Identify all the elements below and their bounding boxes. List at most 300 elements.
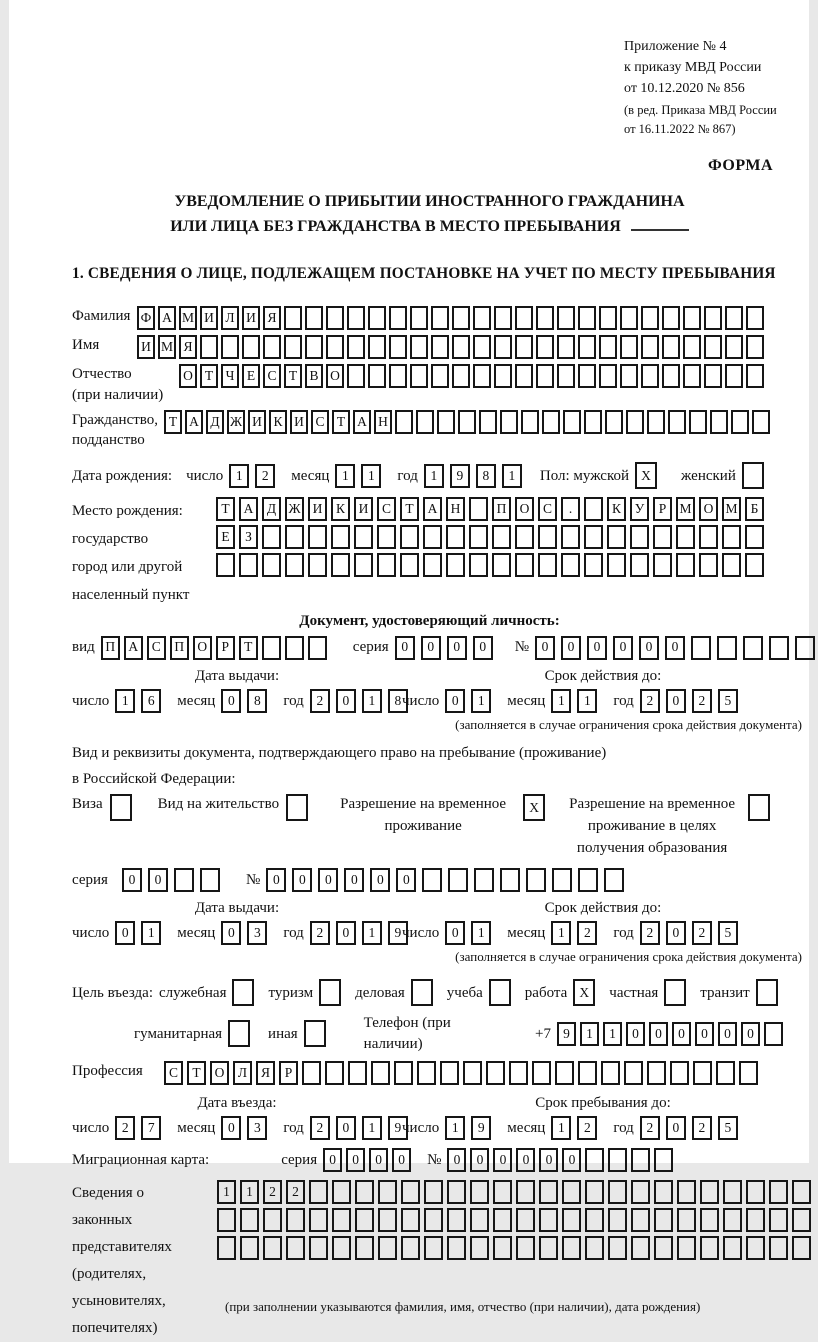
- form-cell[interactable]: [400, 525, 419, 549]
- form-cell[interactable]: Т: [400, 497, 419, 521]
- form-cell[interactable]: [305, 335, 323, 359]
- form-cell[interactable]: [500, 868, 520, 892]
- form-cell[interactable]: [723, 1236, 742, 1260]
- form-cell[interactable]: 0: [470, 1148, 489, 1172]
- form-cell[interactable]: [416, 410, 434, 434]
- form-cell[interactable]: 1: [217, 1180, 236, 1204]
- form-cell[interactable]: [539, 1208, 558, 1232]
- form-cell[interactable]: [447, 1236, 466, 1260]
- form-cell[interactable]: [608, 1148, 627, 1172]
- form-cell[interactable]: [647, 1061, 666, 1085]
- form-cell[interactable]: [745, 553, 764, 577]
- form-cell[interactable]: 0: [344, 868, 364, 892]
- form-cell[interactable]: [493, 1180, 512, 1204]
- form-cell[interactable]: З: [239, 525, 258, 549]
- form-cell[interactable]: Т: [239, 636, 258, 660]
- form-cell[interactable]: [286, 1236, 305, 1260]
- form-cell[interactable]: [371, 1061, 390, 1085]
- form-cell[interactable]: 8: [476, 464, 496, 488]
- form-cell[interactable]: [492, 553, 511, 577]
- form-cell[interactable]: 0: [535, 636, 555, 660]
- form-cell[interactable]: 9: [450, 464, 470, 488]
- form-cell[interactable]: [286, 794, 308, 821]
- form-cell[interactable]: [653, 525, 672, 549]
- form-cell[interactable]: Т: [200, 364, 218, 388]
- form-cell[interactable]: [743, 636, 763, 660]
- form-cell[interactable]: 5: [718, 689, 738, 713]
- form-cell[interactable]: 0: [336, 921, 356, 945]
- form-cell[interactable]: [355, 1236, 374, 1260]
- form-cell[interactable]: [262, 525, 281, 549]
- form-cell[interactable]: [654, 1208, 673, 1232]
- form-cell[interactable]: 0: [323, 1148, 342, 1172]
- form-cell[interactable]: [746, 306, 764, 330]
- form-cell[interactable]: Л: [233, 1061, 252, 1085]
- form-cell[interactable]: 0: [421, 636, 441, 660]
- form-cell[interactable]: [309, 1180, 328, 1204]
- form-cell[interactable]: 3: [247, 1116, 267, 1140]
- form-cell[interactable]: [494, 335, 512, 359]
- form-cell[interactable]: [630, 525, 649, 549]
- form-cell[interactable]: [463, 1061, 482, 1085]
- form-cell[interactable]: [515, 553, 534, 577]
- form-cell[interactable]: [585, 1180, 604, 1204]
- form-cell[interactable]: [474, 868, 494, 892]
- form-cell[interactable]: [538, 525, 557, 549]
- form-cell[interactable]: [536, 306, 554, 330]
- form-cell[interactable]: 2: [640, 1116, 660, 1140]
- form-cell[interactable]: 0: [396, 868, 416, 892]
- form-cell[interactable]: [578, 868, 598, 892]
- form-cell[interactable]: [607, 553, 626, 577]
- form-cell[interactable]: 0: [445, 689, 465, 713]
- form-cell[interactable]: [631, 1208, 650, 1232]
- form-cell[interactable]: [526, 868, 546, 892]
- form-cell[interactable]: [309, 1236, 328, 1260]
- form-cell[interactable]: [332, 1236, 351, 1260]
- form-cell[interactable]: 1: [502, 464, 522, 488]
- form-cell[interactable]: О: [326, 364, 344, 388]
- form-cell[interactable]: 1: [362, 689, 382, 713]
- form-cell[interactable]: И: [290, 410, 308, 434]
- form-cell[interactable]: 0: [292, 868, 312, 892]
- form-cell[interactable]: 1: [551, 689, 571, 713]
- form-cell[interactable]: 6: [141, 689, 161, 713]
- form-cell[interactable]: [286, 1208, 305, 1232]
- form-cell[interactable]: [542, 410, 560, 434]
- form-cell[interactable]: [626, 410, 644, 434]
- form-cell[interactable]: [631, 1148, 650, 1172]
- form-cell[interactable]: [263, 1236, 282, 1260]
- form-cell[interactable]: И: [248, 410, 266, 434]
- form-cell[interactable]: [285, 553, 304, 577]
- form-cell[interactable]: Ж: [227, 410, 245, 434]
- form-cell[interactable]: 1: [551, 921, 571, 945]
- form-cell[interactable]: [284, 335, 302, 359]
- form-cell[interactable]: [417, 1061, 436, 1085]
- form-cell[interactable]: [716, 1061, 735, 1085]
- form-cell[interactable]: Д: [262, 497, 281, 521]
- form-cell[interactable]: И: [200, 306, 218, 330]
- form-cell[interactable]: 0: [665, 636, 685, 660]
- form-cell[interactable]: [331, 553, 350, 577]
- form-cell[interactable]: [578, 364, 596, 388]
- form-cell[interactable]: [200, 868, 220, 892]
- form-cell[interactable]: 0: [346, 1148, 365, 1172]
- form-cell[interactable]: Л: [221, 306, 239, 330]
- form-cell[interactable]: [620, 306, 638, 330]
- form-cell[interactable]: О: [193, 636, 212, 660]
- form-cell[interactable]: [641, 335, 659, 359]
- form-cell[interactable]: [354, 553, 373, 577]
- form-cell[interactable]: [532, 1061, 551, 1085]
- form-cell[interactable]: [683, 364, 701, 388]
- form-cell[interactable]: [742, 462, 764, 489]
- form-cell[interactable]: [561, 525, 580, 549]
- form-cell[interactable]: [515, 525, 534, 549]
- form-cell[interactable]: 2: [255, 464, 275, 488]
- form-cell[interactable]: К: [269, 410, 287, 434]
- form-cell[interactable]: 0: [122, 868, 142, 892]
- form-cell[interactable]: [748, 794, 770, 821]
- form-cell[interactable]: [515, 306, 533, 330]
- form-cell[interactable]: [395, 410, 413, 434]
- form-cell[interactable]: 0: [493, 1148, 512, 1172]
- form-cell[interactable]: С: [311, 410, 329, 434]
- form-cell[interactable]: [221, 335, 239, 359]
- form-cell[interactable]: [683, 335, 701, 359]
- form-cell[interactable]: 1: [471, 689, 491, 713]
- form-cell[interactable]: [670, 1061, 689, 1085]
- form-cell[interactable]: [578, 335, 596, 359]
- form-cell[interactable]: [216, 553, 235, 577]
- form-cell[interactable]: М: [158, 335, 176, 359]
- form-cell[interactable]: [302, 1061, 321, 1085]
- form-cell[interactable]: 0: [666, 921, 686, 945]
- form-cell[interactable]: [470, 1236, 489, 1260]
- form-cell[interactable]: [561, 553, 580, 577]
- form-cell[interactable]: [769, 636, 789, 660]
- form-cell[interactable]: [228, 1020, 250, 1047]
- form-cell[interactable]: [516, 1236, 535, 1260]
- form-cell[interactable]: 2: [692, 689, 712, 713]
- form-cell[interactable]: К: [607, 497, 626, 521]
- form-cell[interactable]: Я: [263, 306, 281, 330]
- form-cell[interactable]: 0: [672, 1022, 691, 1046]
- form-cell[interactable]: [262, 553, 281, 577]
- form-cell[interactable]: 2: [640, 689, 660, 713]
- form-cell[interactable]: [493, 1236, 512, 1260]
- form-cell[interactable]: [746, 1208, 765, 1232]
- form-cell[interactable]: [516, 1208, 535, 1232]
- form-cell[interactable]: [538, 553, 557, 577]
- form-cell[interactable]: П: [170, 636, 189, 660]
- form-cell[interactable]: X: [635, 462, 657, 489]
- form-cell[interactable]: 0: [516, 1148, 535, 1172]
- form-cell[interactable]: А: [158, 306, 176, 330]
- form-cell[interactable]: [668, 410, 686, 434]
- form-cell[interactable]: [752, 410, 770, 434]
- form-cell[interactable]: Н: [446, 497, 465, 521]
- form-cell[interactable]: [262, 636, 281, 660]
- form-cell[interactable]: А: [239, 497, 258, 521]
- form-cell[interactable]: [631, 1180, 650, 1204]
- form-cell[interactable]: [479, 410, 497, 434]
- form-cell[interactable]: 0: [221, 689, 241, 713]
- form-cell[interactable]: [308, 636, 327, 660]
- form-cell[interactable]: С: [377, 497, 396, 521]
- form-cell[interactable]: [654, 1148, 673, 1172]
- form-cell[interactable]: 2: [115, 1116, 135, 1140]
- form-cell[interactable]: Т: [332, 410, 350, 434]
- form-cell[interactable]: 5: [718, 921, 738, 945]
- form-cell[interactable]: [368, 364, 386, 388]
- form-cell[interactable]: 1: [424, 464, 444, 488]
- form-cell[interactable]: [470, 1208, 489, 1232]
- form-cell[interactable]: 0: [221, 921, 241, 945]
- form-cell[interactable]: О: [515, 497, 534, 521]
- form-cell[interactable]: 0: [473, 636, 493, 660]
- form-cell[interactable]: [378, 1236, 397, 1260]
- form-cell[interactable]: [515, 335, 533, 359]
- form-cell[interactable]: 1: [362, 1116, 382, 1140]
- form-cell[interactable]: 1: [362, 921, 382, 945]
- form-cell[interactable]: [584, 410, 602, 434]
- form-cell[interactable]: [494, 364, 512, 388]
- form-cell[interactable]: [308, 525, 327, 549]
- form-cell[interactable]: [769, 1208, 788, 1232]
- form-cell[interactable]: 1: [115, 689, 135, 713]
- form-cell[interactable]: 0: [392, 1148, 411, 1172]
- form-cell[interactable]: 0: [447, 1148, 466, 1172]
- form-cell[interactable]: Ч: [221, 364, 239, 388]
- form-cell[interactable]: 7: [141, 1116, 161, 1140]
- form-cell[interactable]: [423, 525, 442, 549]
- form-cell[interactable]: [423, 553, 442, 577]
- form-cell[interactable]: А: [423, 497, 442, 521]
- form-cell[interactable]: [746, 1236, 765, 1260]
- form-cell[interactable]: [792, 1236, 811, 1260]
- form-cell[interactable]: [401, 1180, 420, 1204]
- form-cell[interactable]: Р: [216, 636, 235, 660]
- form-cell[interactable]: [447, 1208, 466, 1232]
- form-cell[interactable]: 0: [221, 1116, 241, 1140]
- form-cell[interactable]: [110, 794, 132, 821]
- form-cell[interactable]: Е: [216, 525, 235, 549]
- form-cell[interactable]: [217, 1236, 236, 1260]
- form-cell[interactable]: Я: [179, 335, 197, 359]
- form-cell[interactable]: [493, 1208, 512, 1232]
- form-cell[interactable]: [446, 553, 465, 577]
- form-cell[interactable]: Б: [745, 497, 764, 521]
- form-cell[interactable]: 1: [445, 1116, 465, 1140]
- form-cell[interactable]: М: [676, 497, 695, 521]
- form-cell[interactable]: [578, 306, 596, 330]
- form-cell[interactable]: [662, 335, 680, 359]
- form-cell[interactable]: [492, 525, 511, 549]
- form-cell[interactable]: [620, 335, 638, 359]
- form-cell[interactable]: 2: [286, 1180, 305, 1204]
- form-cell[interactable]: [664, 979, 686, 1006]
- form-cell[interactable]: 0: [626, 1022, 645, 1046]
- form-cell[interactable]: 0: [666, 689, 686, 713]
- form-cell[interactable]: [585, 1148, 604, 1172]
- form-cell[interactable]: [431, 364, 449, 388]
- form-cell[interactable]: 1: [141, 921, 161, 945]
- form-cell[interactable]: Д: [206, 410, 224, 434]
- form-cell[interactable]: 2: [310, 1116, 330, 1140]
- form-cell[interactable]: [608, 1208, 627, 1232]
- form-cell[interactable]: [400, 553, 419, 577]
- form-cell[interactable]: 0: [539, 1148, 558, 1172]
- form-cell[interactable]: 2: [310, 689, 330, 713]
- form-cell[interactable]: [584, 497, 603, 521]
- form-cell[interactable]: 0: [741, 1022, 760, 1046]
- form-cell[interactable]: Ф: [137, 306, 155, 330]
- form-cell[interactable]: 9: [388, 921, 408, 945]
- form-cell[interactable]: [521, 410, 539, 434]
- form-cell[interactable]: [536, 364, 554, 388]
- form-cell[interactable]: [239, 553, 258, 577]
- form-cell[interactable]: [232, 979, 254, 1006]
- form-cell[interactable]: [641, 306, 659, 330]
- form-cell[interactable]: [263, 1208, 282, 1232]
- form-cell[interactable]: И: [137, 335, 155, 359]
- form-cell[interactable]: 0: [666, 1116, 686, 1140]
- form-cell[interactable]: [717, 636, 737, 660]
- form-cell[interactable]: [599, 335, 617, 359]
- form-cell[interactable]: [368, 306, 386, 330]
- form-cell[interactable]: [677, 1236, 696, 1260]
- form-cell[interactable]: [700, 1236, 719, 1260]
- form-cell[interactable]: [377, 525, 396, 549]
- form-cell[interactable]: [654, 1236, 673, 1260]
- form-cell[interactable]: [563, 410, 581, 434]
- form-cell[interactable]: А: [353, 410, 371, 434]
- form-cell[interactable]: 0: [336, 1116, 356, 1140]
- form-cell[interactable]: 1: [361, 464, 381, 488]
- form-cell[interactable]: [689, 410, 707, 434]
- form-cell[interactable]: [240, 1208, 259, 1232]
- form-cell[interactable]: [722, 525, 741, 549]
- form-cell[interactable]: 1: [335, 464, 355, 488]
- form-cell[interactable]: [308, 553, 327, 577]
- form-cell[interactable]: С: [538, 497, 557, 521]
- form-cell[interactable]: 2: [310, 921, 330, 945]
- form-cell[interactable]: [631, 1236, 650, 1260]
- form-cell[interactable]: С: [147, 636, 166, 660]
- form-cell[interactable]: [691, 636, 711, 660]
- form-cell[interactable]: 5: [718, 1116, 738, 1140]
- form-cell[interactable]: [431, 306, 449, 330]
- form-cell[interactable]: [584, 525, 603, 549]
- form-cell[interactable]: И: [354, 497, 373, 521]
- form-cell[interactable]: [677, 1180, 696, 1204]
- form-cell[interactable]: [699, 525, 718, 549]
- form-cell[interactable]: [174, 868, 194, 892]
- form-cell[interactable]: [693, 1061, 712, 1085]
- form-cell[interactable]: [653, 553, 672, 577]
- form-cell[interactable]: [355, 1208, 374, 1232]
- form-cell[interactable]: [284, 306, 302, 330]
- form-cell[interactable]: [242, 335, 260, 359]
- form-cell[interactable]: [410, 335, 428, 359]
- form-cell[interactable]: [401, 1236, 420, 1260]
- form-cell[interactable]: 2: [640, 921, 660, 945]
- form-cell[interactable]: 2: [577, 1116, 597, 1140]
- form-cell[interactable]: [410, 306, 428, 330]
- form-cell[interactable]: С: [164, 1061, 183, 1085]
- form-cell[interactable]: [662, 364, 680, 388]
- form-cell[interactable]: О: [179, 364, 197, 388]
- form-cell[interactable]: Т: [216, 497, 235, 521]
- form-cell[interactable]: Т: [284, 364, 302, 388]
- form-cell[interactable]: [700, 1208, 719, 1232]
- form-cell[interactable]: [516, 1180, 535, 1204]
- form-cell[interactable]: [332, 1180, 351, 1204]
- form-cell[interactable]: [739, 1061, 758, 1085]
- form-cell[interactable]: 0: [649, 1022, 668, 1046]
- form-cell[interactable]: [447, 1180, 466, 1204]
- form-cell[interactable]: [437, 410, 455, 434]
- form-cell[interactable]: 3: [247, 921, 267, 945]
- form-cell[interactable]: [764, 1022, 783, 1046]
- form-cell[interactable]: Ж: [285, 497, 304, 521]
- form-cell[interactable]: [424, 1208, 443, 1232]
- form-cell[interactable]: Я: [256, 1061, 275, 1085]
- form-cell[interactable]: [378, 1180, 397, 1204]
- form-cell[interactable]: 0: [445, 921, 465, 945]
- form-cell[interactable]: 0: [336, 689, 356, 713]
- form-cell[interactable]: [745, 525, 764, 549]
- form-cell[interactable]: [769, 1236, 788, 1260]
- form-cell[interactable]: К: [331, 497, 350, 521]
- form-cell[interactable]: [469, 497, 488, 521]
- form-cell[interactable]: [555, 1061, 574, 1085]
- form-cell[interactable]: О: [210, 1061, 229, 1085]
- form-cell[interactable]: [469, 525, 488, 549]
- form-cell[interactable]: [552, 868, 572, 892]
- form-cell[interactable]: [422, 868, 442, 892]
- form-cell[interactable]: [585, 1208, 604, 1232]
- form-cell[interactable]: [473, 364, 491, 388]
- form-cell[interactable]: [557, 306, 575, 330]
- form-cell[interactable]: [401, 1208, 420, 1232]
- form-cell[interactable]: [469, 553, 488, 577]
- form-cell[interactable]: 2: [263, 1180, 282, 1204]
- form-cell[interactable]: [332, 1208, 351, 1232]
- form-cell[interactable]: [486, 1061, 505, 1085]
- form-cell[interactable]: [557, 364, 575, 388]
- form-cell[interactable]: 0: [148, 868, 168, 892]
- form-cell[interactable]: [411, 979, 433, 1006]
- form-cell[interactable]: [676, 553, 695, 577]
- form-cell[interactable]: [515, 364, 533, 388]
- form-cell[interactable]: 0: [370, 868, 390, 892]
- form-cell[interactable]: [676, 525, 695, 549]
- form-cell[interactable]: 9: [557, 1022, 576, 1046]
- form-cell[interactable]: С: [263, 364, 281, 388]
- form-cell[interactable]: 2: [577, 921, 597, 945]
- form-cell[interactable]: [389, 335, 407, 359]
- form-cell[interactable]: 1: [240, 1180, 259, 1204]
- form-cell[interactable]: [539, 1236, 558, 1260]
- form-cell[interactable]: [605, 410, 623, 434]
- form-cell[interactable]: [452, 364, 470, 388]
- form-cell[interactable]: [677, 1208, 696, 1232]
- form-cell[interactable]: 0: [447, 636, 467, 660]
- form-cell[interactable]: [377, 553, 396, 577]
